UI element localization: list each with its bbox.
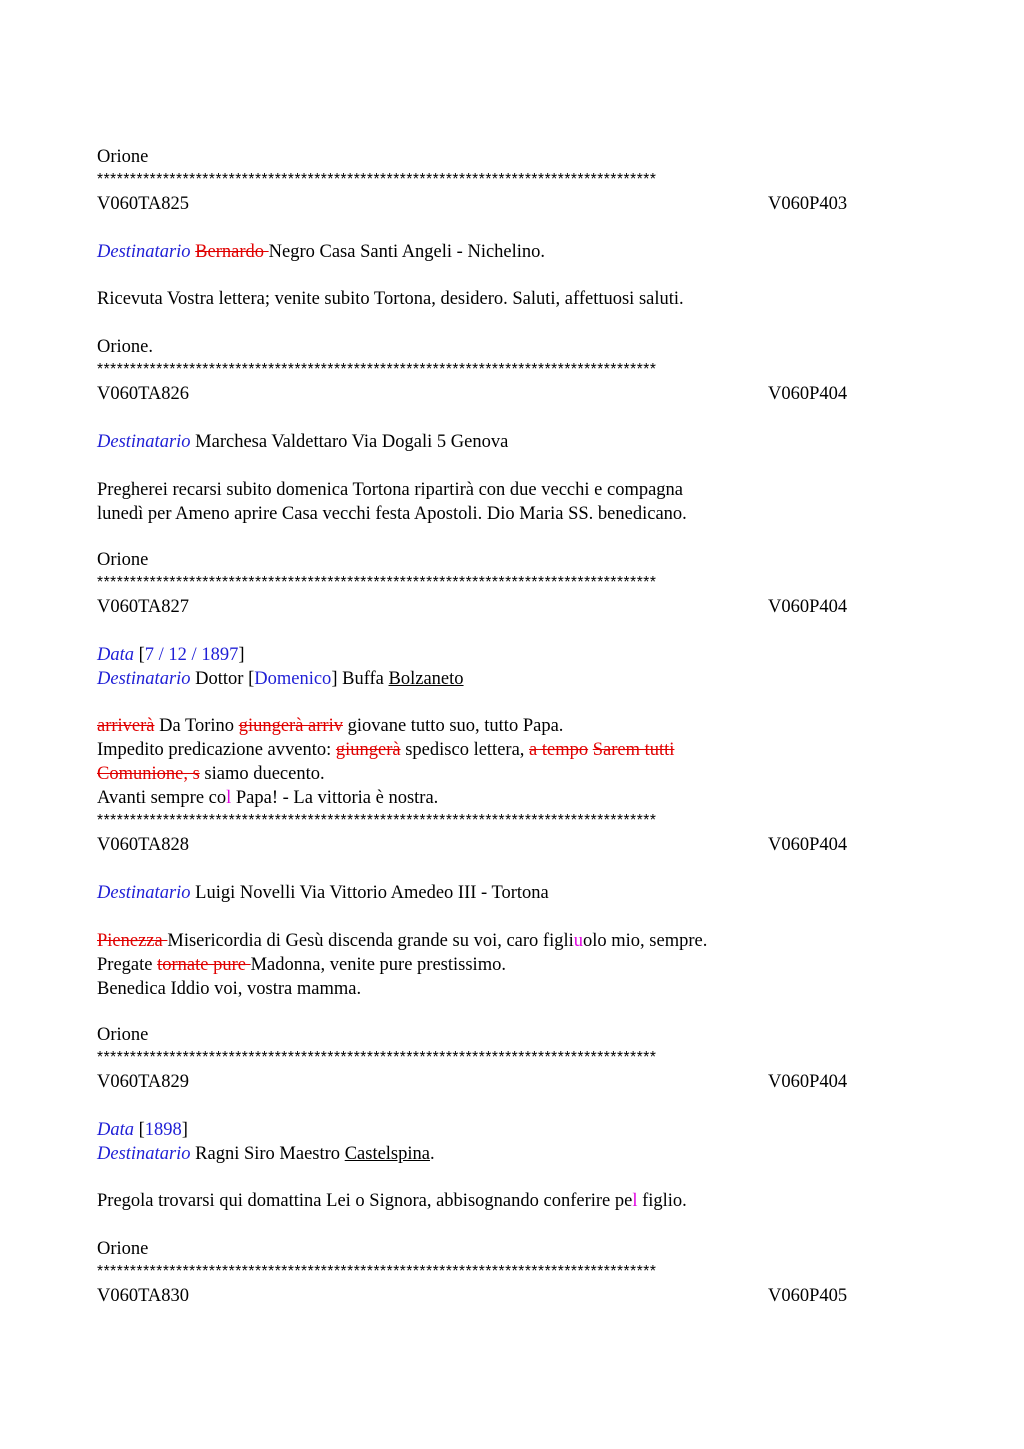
signature: Orione [97,550,149,570]
recipient-text: Marchesa Valdettaro Via Dogali 5 Genova [195,432,509,452]
page-code: V060P404 [768,597,848,617]
inserted-text: u [573,931,583,951]
recipient-line [97,667,464,691]
date-value: 1898 [144,1120,182,1140]
body-line [97,762,325,786]
recipient-label: Destinatario [97,883,191,903]
entry-code: V060TA829 [97,1072,190,1092]
bracket: [ [138,645,145,665]
body-text: Impedito predicazione avvento: [97,740,336,760]
deleted-text: Sarem tutti [592,740,675,760]
body-text: Papa! - La vittoria è nostra. [231,788,439,808]
bracket: ] [238,645,245,665]
deleted-text: tornate pure [157,955,251,975]
signature: Orione. [97,337,153,357]
recipient-text: ] Buffa [331,669,389,689]
page-code: V060P405 [768,1286,848,1306]
recipient-name: Domenico [254,669,332,689]
body-line: Ricevuta Vostra lettera; venite subito Tortona, desidero. Saluti, affettuosi saluti. [97,289,684,309]
page-code: V060P404 [768,835,848,855]
entry-code: V060TA826 [97,384,190,404]
deleted-text: a tempo [529,740,589,760]
separator: ************************************************************************************* [97,361,657,378]
entry-code: V060TA825 [97,194,190,214]
body-text: Da Torino [154,716,239,736]
date-line [97,643,245,667]
separator: ************************************************************************************* [97,574,657,591]
inserted-text: l [632,1191,638,1211]
recipient-line [97,240,545,264]
body-line: Benedica Iddio voi, vostra mamma. [97,979,362,999]
page-code: V060P404 [768,384,848,404]
date-value: 7 / 12 / 1897 [144,645,239,665]
body-text: Misericordia di Gesù discenda grande su voi, caro figli [167,931,574,951]
recipient-text: Luigi Novelli Via Vittorio Amedeo III - Tortona [195,883,549,903]
signature: Orione [97,1239,149,1259]
recipient-text: Negro Casa Santi Angeli - Nichelino. [268,242,546,262]
recipient-text: Dottor [ [195,669,255,689]
body-text: Pregate [97,955,158,975]
bracket: ] [181,1120,188,1140]
recipient-line [97,1142,435,1166]
recipient-line [97,430,508,454]
deleted-text: arriverà [97,716,155,736]
separator: ************************************************************************************* [97,812,657,829]
separator: ************************************************************************************* [97,1049,657,1066]
body-text: olo mio, sempre. [583,931,708,951]
recipient-label: Destinatario [97,1144,191,1164]
body-line: lunedì per Ameno aprire Casa vecchi festa Apostoli. Dio Maria SS. benedicano. [97,504,687,524]
body-text: siamo duecento. [199,764,325,784]
body-line [97,714,563,738]
body-line [97,929,707,953]
body-text: giovane tutto suo, tutto Papa. [342,716,564,736]
body-text: Avanti sempre co [97,788,227,808]
recipient-place: Castelspina [344,1144,430,1164]
inserted-text: l [226,788,232,808]
recipient-place: Bolzaneto [388,669,464,689]
signature: Orione [97,147,149,167]
signature: Orione [97,1025,149,1045]
deleted-text: Pienezza [97,931,168,951]
body-line [97,738,674,762]
entry-code: V060TA828 [97,835,190,855]
deleted-text: Comunione, s [97,764,200,784]
date-label: Data [97,1120,134,1140]
page-code: V060P403 [768,194,848,214]
deleted-text: giungerà arriv [238,716,343,736]
date-label: Data [97,645,134,665]
deleted-text: Bernardo [195,242,269,262]
date-line [97,1118,188,1142]
entry-code: V060TA830 [97,1286,190,1306]
body-text: spedisco lettera, [400,740,530,760]
recipient-line [97,881,549,905]
deleted-text: giungerà [335,740,401,760]
entry-code: V060TA827 [97,597,190,617]
separator: ************************************************************************************* [97,1263,657,1280]
recipient-text: . [429,1144,435,1164]
body-line: Pregherei recarsi subito domenica Tortona ripartirà con due vecchi e compagna [97,480,684,500]
body-line [97,953,506,977]
body-text: Madonna, venite pure prestissimo. [250,955,506,975]
bracket: [ [138,1120,145,1140]
recipient-text: Ragni Siro Maestro [195,1144,345,1164]
recipient-label: Destinatario [97,242,191,262]
body-text: figlio. [637,1191,687,1211]
body-text: Pregola trovarsi qui domattina Lei o Signora, abbisognando conferire pe [97,1191,633,1211]
separator: ************************************************************************************* [97,171,657,188]
page-code: V060P404 [768,1072,848,1092]
recipient-label: Destinatario [97,669,191,689]
body-line [97,786,438,810]
body-line [97,1189,687,1213]
recipient-label: Destinatario [97,432,191,452]
